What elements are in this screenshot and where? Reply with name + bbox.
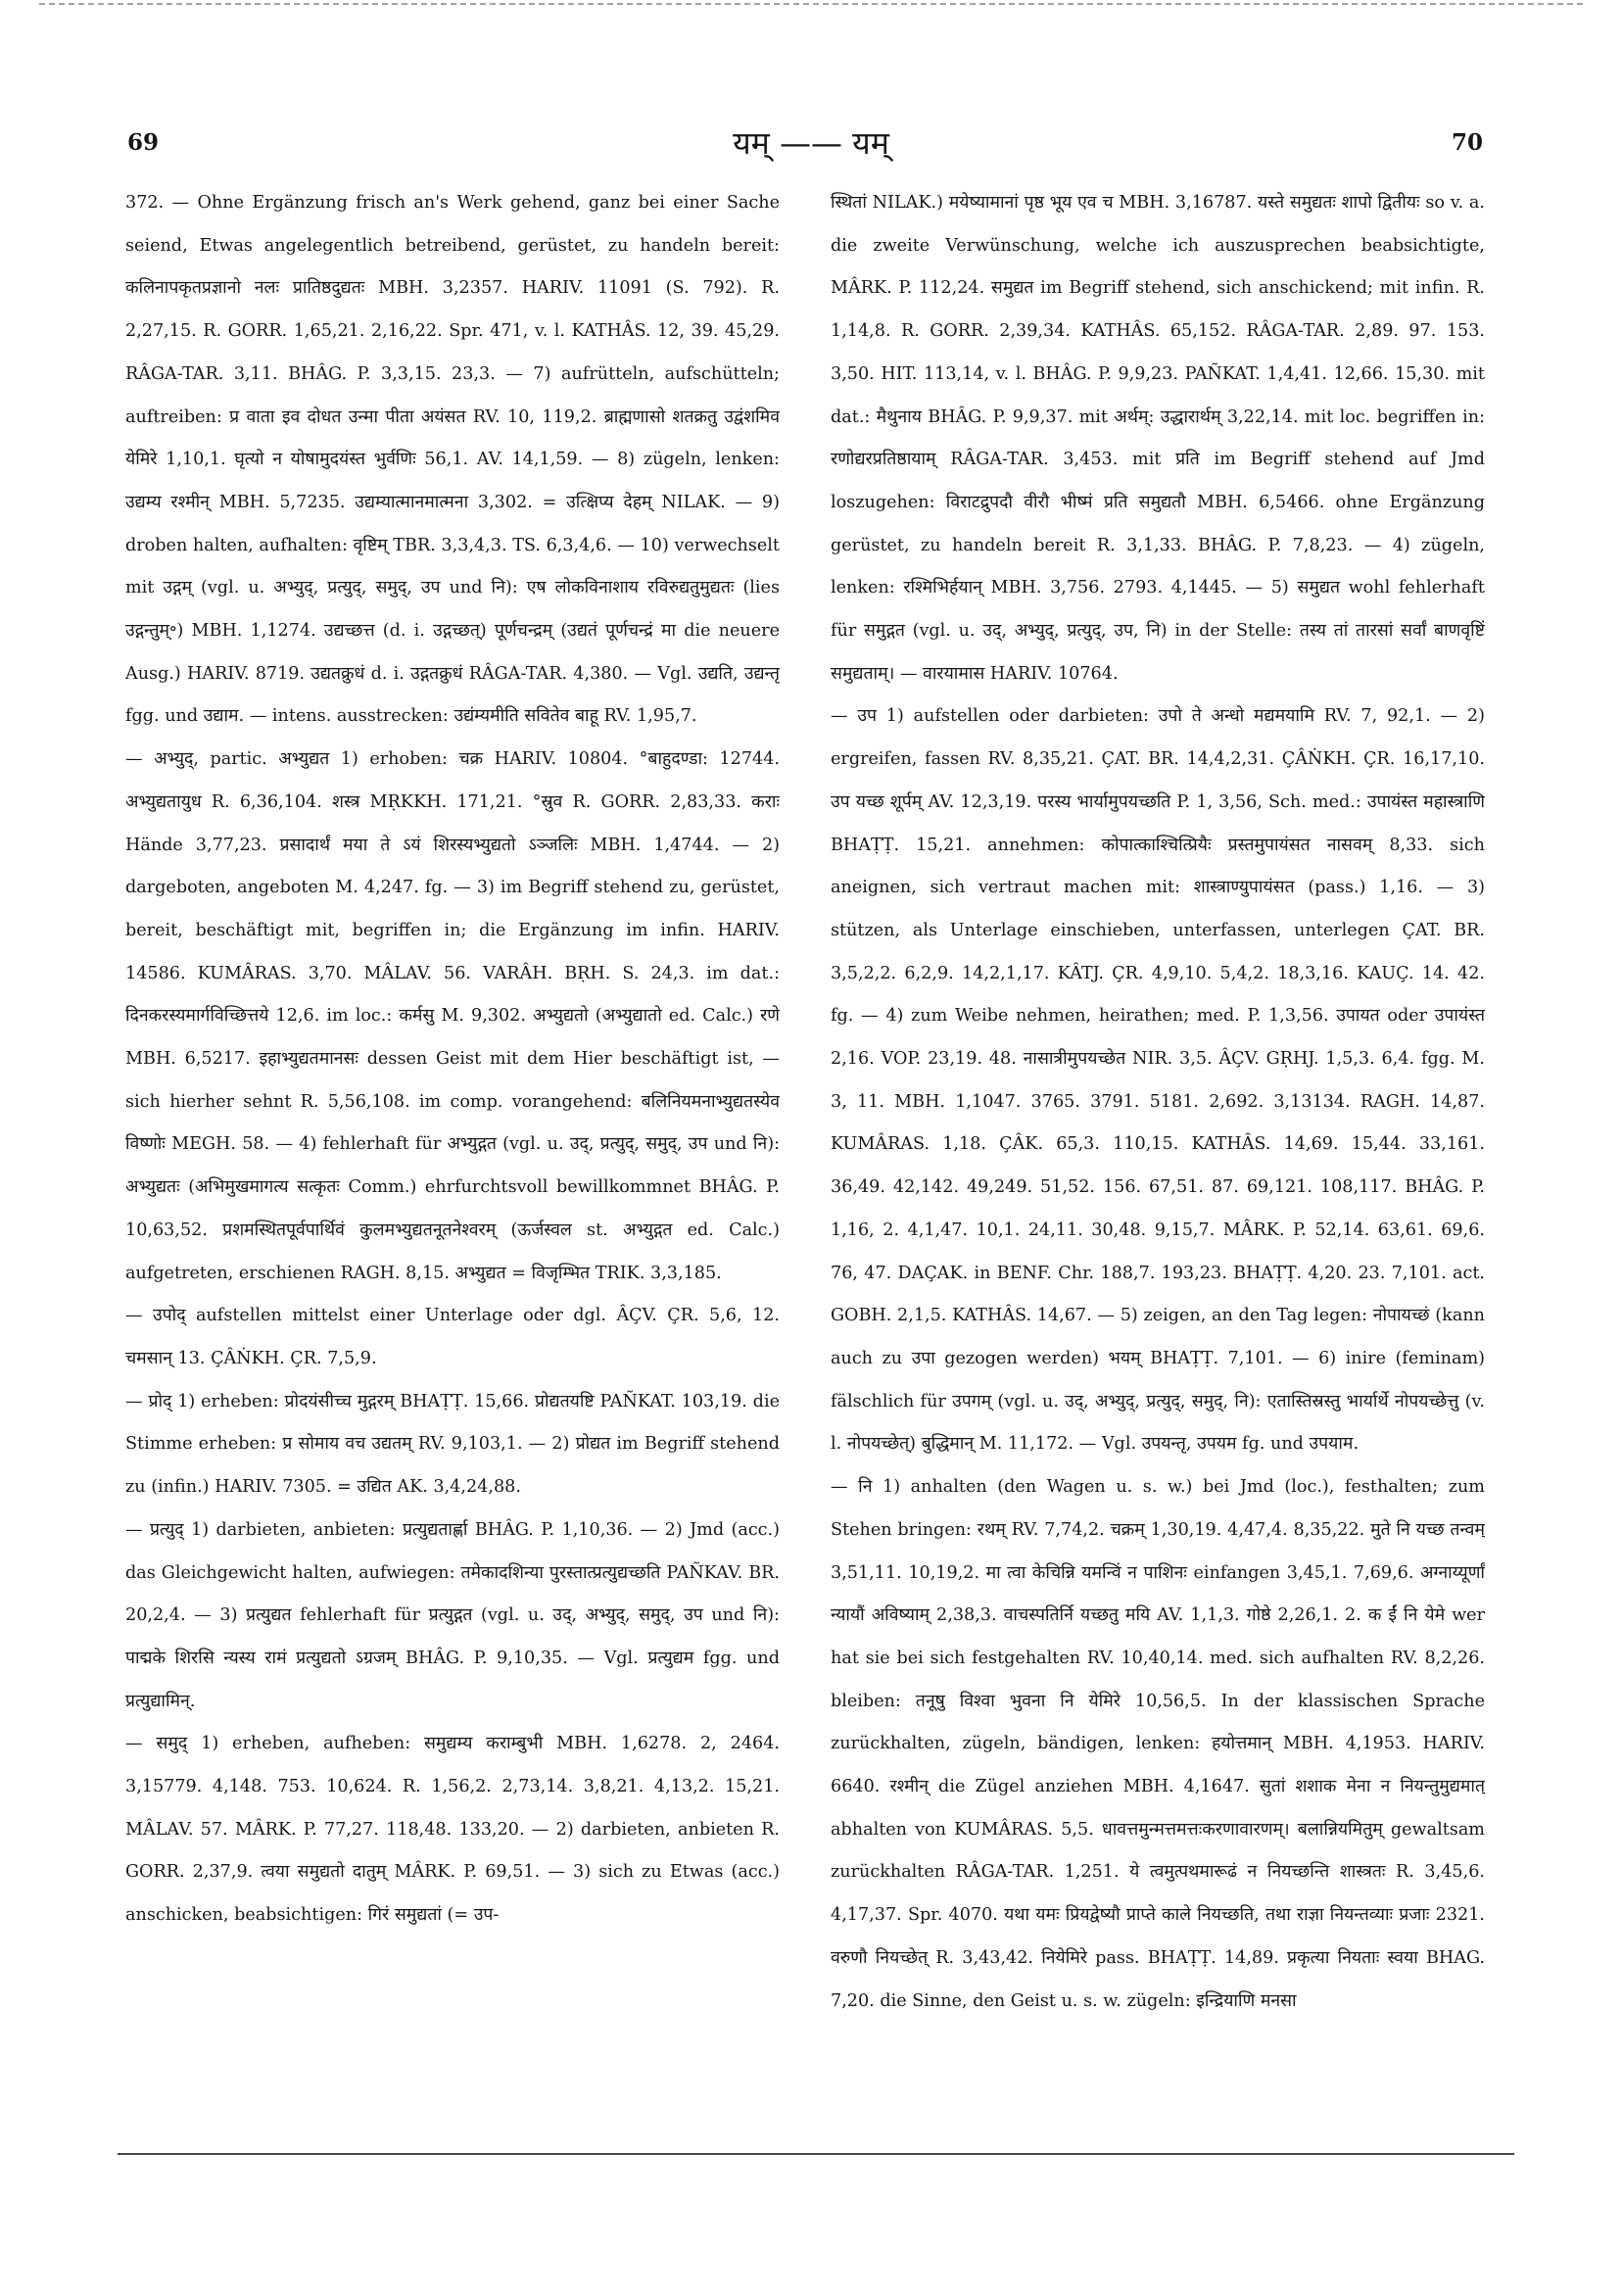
entry-paragraph: स्थितां NILAK.) मयेष्यामानां पृष्ठ भूय एव च MBH. 3,16787. यस्ते समुद्यतः शापो द्वितीयः so v. a. die zweite Verwünschung, welche ich auszusprechen beabsichtigte, MÂRK. P. 112,24. समुद्यत im Begriff stehend, sich anschickend; mit infin. R. 1,14,8. R. GORR. 2,39,34. KATHÂS. 65,152. RÂGA-TAR. 2,89. 97. 153. 3,50. HIT. 113,14, v. l. BHÂG. P. 9,9,23. PAÑKAT. 1,4,41. 12,66. 15,30. mit dat.: मैथुनाय BHÂG. P. 9,9,37. mit अर्थम्: उद्धारार्थम् 3,22,14. mit loc. begriffen in: रणोद्यरप्रतिष्ठायाम् RÂGA-TAR. 3,453. mit प्रति im Begriff stehend auf Jmd loszugehen: विराटद्रुपदौ वीरौ भीष्मं प्रति समुद्यतौ MBH. 6,5466. ohne Ergänzung gerüstet, zu handeln bereit R. 3,1,33. BHÂG. P. 7,8,23. — 4) zügeln, lenken: रश्मिभिर्हयान् MBH. 3,756. 2793. 4,1445. — 5) समुद्यत wohl fehlerhaft für समुद्गत (vgl. u. उद्, अभ्युद्, प्रत्युद्, उप, नि) in der Stelle: तस्य तां तारसां सर्वां बाणवृष्टिं समुद्यताम्। — वारयामास HARIV. 10764. <box>831 193 1485 684</box>
left-page-number: 69 <box>127 129 160 156</box>
entry-paragraph: — प्रत्युद् 1) darbieten, anbieten: प्रत्युद्यतार्ह्णा BHÂG. P. 1,10,36. — 2) Jmd (acc.) das Gleichgewicht halten, aufwiegen: तमेकादशिन्या पुरस्तात्प्रत्युद्यच्छति PAÑKAV. BR. 20,2,4. — 3) प्रत्युद्यत fehlerhaft für प्रत्युद्गत (vgl. u. उद्, अभ्युद्, समुद्, उप und नि): पाद्मके शिरसि न्यस्य रामं प्रत्युद्यतो ऽग्रजम् BHÂG. P. 9,10,35. — Vgl. प्रत्युद्यम fgg. und प्रत्युद्यामिन्. <box>125 1519 780 1711</box>
bottom-rule <box>118 2153 1514 2155</box>
top-border-rule <box>39 3 1583 9</box>
entry-paragraph: — उप 1) aufstellen oder darbieten: उपो ते अन्धो मद्यमयामि RV. 7, 92,1. — 2) ergreifen, fassen RV. 8,35,21. ÇAT. BR. 14,4,2,31. ÇÂṄKH. ÇR. 16,17,10. उप यच्छ शूर्पम् AV. 12,3,19. परस्य भार्यामुपयच्छति P. 1, 3,56, Sch. med.: उपायंस्त महास्त्राणि BHAṬṬ. 15,21. annehmen: कोपात्काश्चित्प्रियैः प्रस्तमुपायंसत नासवम् 8,33. sich aneignen, sich vertraut machen mit: शास्त्राण्युपायंसत (pass.) 1,16. — 3) stützen, als Unterlage einschieben, unterfassen, unterlegen ÇAT. BR. 3,5,2,2. 6,2,9. 14,2,1,17. KÂTJ. ÇR. 4,9,10. 5,4,2. 18,3,16. KAUÇ. 14. 42. fg. — 4) zum Weibe nehmen, heirathen; med. P. 1,3,56. उपायत oder उपायंस्त 2,16. VOP. 23,19. 48. नासात्रीमुपयच्छेत NIR. 3,5. ÂÇV. GṚHJ. 1,5,3. 6,4. fgg. M. 3, 11. MBH. 1,1047. 3765. 3791. 5181. 2,692. 3,13134. RAGH. 14,87. KUMÂRAS. 1,18. ÇÂK. 65,3. 110,15. KATHÂS. 14,69. 15,44. 33,161. 36,49. 42,142. 49,249. 51,52. 156. 67,51. 87. 69,121. 108,117. BHÂG. P. 1,16, 2. 4,1,47. 10,1. 24,11. 30,48. 9,15,7. MÂRK. P. 52,14. 63,61. 69,6. 76, 47. DAÇAK. in BENF. Chr. 188,7. 193,23. BHAṬṬ. 4,20. 23. 7,101. act. GOBH. 2,1,5. KATHÂS. 14,67. — 5) zeigen, an den Tag legen: नोपायच्छं (kann auch zu उपा gezogen werden) भयम् BHAṬṬ. 7,101. — 6) inire (feminam) fälschlich für उपगम् (vgl. u. उद्, अभ्युद्, प्रत्युद्, समुद्, नि): एतास्तिस्रस्तु भार्यार्थे नोपयच्छेत्तु (v. l. नोपयच्छेत्) बुद्धिमान् M. 11,172. — Vgl. उपयन्तृ, उपयम fg. und उपयाम. <box>831 706 1485 1455</box>
running-headword: यम् —— यम् <box>733 124 889 162</box>
entry-paragraph: — नि 1) anhalten (den Wagen u. s. w.) bei Jmd (loc.), festhalten; zum Stehen bringen: रथम् RV. 7,74,2. चक्रम् 1,30,19. 4,47,4. 8,35,22. मुते नि यच्छ तन्वम् 3,51,11. 10,19,2. मा त्वा केचिन्नि यमन्विं न पाशिनः einfangen 3,45,1. 7,69,6. अग्नाय्यूर्णां न्यायौं अविष्याम् 2,38,3. वाचस्पतिर्नि यच्छतु मयि AV. 1,1,3. गोष्ठे 2,26,1. 2. क ईं नि येमे wer hat sie bei sich festgehalten RV. 10,40,14. med. sich aufhalten RV. 8,2,26. bleiben: तनूषु विश्वा भुवना नि येमिरे 10,56,5. In der klassischen Sprache zurückhalten, zügeln, bändigen, lenken: हयोत्तमान् MBH. 4,1953. HARIV. 6640. रश्मीन् die Zügel anziehen MBH. 4,1647. सुतां शशाक मेना न नियन्तुमुद्यमात् abhalten von KUMÂRAS. 5,5. धावत्तमुन्मत्तमत्तःकरणावारणम्। बलान्नियमितुम् gewaltsam zurückhalten RÂGA-TAR. 1,251. ये त्वमुत्पथमारूढं न नियच्छन्ति शास्त्रतः R. 3,45,6. 4,17,37. Spr. 4070. यथा यमः प्रियद्वेष्यौ प्राप्ते काले नियच्छति, तथा राज्ञा नियन्तव्याः प्रजाः 2321. वरुणौ नियच्छेत् R. 3,43,42. नियेमिरे pass. BHAṬṬ. 14,89. प्रकृत्या नियताः स्वया BHAG. 7,20. die Sinne, den Geist u. s. w. zügeln: इन्द्रियाणि मनसा <box>831 1477 1485 2011</box>
entry-paragraph: — उपोद् aufstellen mittelst einer Unterlage oder dgl. ÂÇV. ÇR. 5,6, 12. चमसान् 13. ÇÂṄKH. ÇR. 7,5,9. <box>125 1306 780 1368</box>
right-column <box>831 182 1485 2122</box>
entry-paragraph: — अभ्युद्, partic. अभ्युद्यत 1) erhoben: चक्र HARIV. 10804. °बाहुदण्डा: 12744. अभ्युद्यतायुध R. 6,36,104. शस्त्र MṚKKH. 171,21. °स्रुव R. GORR. 2,83,33. कराः Hände 3,77,23. प्रसादार्थं मया ते ऽयं शिरस्यभ्युद्यतो ऽञ्जलिः MBH. 1,4744. — 2) dargeboten, angeboten M. 4,247. fg. — 3) im Begriff stehend zu, gerüstet, bereit, beschäftigt mit, begriffen in; die Ergänzung im infin. HARIV. 14586. KUMÂRAS. 3,70. MÂLAV. 56. VARÂH. BṚH. S. 24,3. im dat.: दिनकरस्यमार्गविच्छित्तये 12,6. im loc.: कर्मसु M. 9,302. अभ्युद्यतो (अभ्युद्यातो ed. Calc.) रणे MBH. 6,5217. इहाभ्युद्यतमानसः dessen Geist mit dem Hier beschäftigt ist, — sich hierher sehnt R. 5,56,108. im comp. vorangehend: बलिनियमनाभ्युद्यतस्येव विष्णोः MEGH. 58. — 4) fehlerhaft für अभ्युद्गत (vgl. u. उद्, प्रत्युद्, समुद्, उप und नि): अभ्युद्यतः (अभिमुखमागत्य सत्कृतः Comm.) ehrfurchtsvoll bewillkommnet BHÂG. P. 10,63,52. प्रशमस्थितपूर्वपार्थिवं कुलमभ्युद्यतनूतनेश्वरम् (ऊर्जस्वल st. अभ्युद्गत ed. Calc.) aufgetreten, erschienen RAGH. 8,15. अभ्युद्यत = विजृम्भित TRIK. 3,3,185. <box>125 749 780 1283</box>
left-column <box>125 182 780 2122</box>
right-page-number: 70 <box>1451 129 1483 156</box>
entry-paragraph: 372. — Ohne Ergänzung frisch an's Werk gehend, ganz bei einer Sache seiend, Etwas angelegentlich betreibend, gerüstet, zu handeln bereit: कलिनापकृतप्रज्ञानो नलः प्रातिष्ठदुद्यतः MBH. 3,2357. HARIV. 11091 (S. 792). R. 2,27,15. R. GORR. 1,65,21. 2,16,22. Spr. 471, v. l. KATHÂS. 12, 39. 45,29. RÂGA-TAR. 3,11. BHÂG. P. 3,3,15. 23,3. — 7) aufrütteln, aufschütteln; auftreiben: प्र वाता इव दोधत उन्मा पीता अयंसत RV. 10, 119,2. ब्राह्मणासो शतक्रतु उद्वंशमिव येमिरे 1,10,1. घृत्यो न योषामुदयंस्त भुर्वणिः 56,1. AV. 14,1,59. — 8) zügeln, lenken: उद्यम्य रश्मीन् MBH. 5,7235. उद्यम्यात्मानमात्मना 3,302. = उत्क्षिप्य देहम् NILAK. — 9) droben halten, aufhalten: वृष्टिम् TBR. 3,3,4,3. TS. 6,3,4,6. — 10) verwechselt mit उद्गम् (vgl. u. अभ्युद्, प्रत्युद्, समुद्, उप und नि): एष लोकविनाशाय रविरुद्यतुमुद्यतः (lies उद्गन्तुम्॰) MBH. 1,1274. उद्यच्छत्त (d. i. उद्गच्छत्) पूर्णचन्द्रम् (उद्यतं पूर्णचन्द्रं मा die neuere Ausg.) HARIV. 8719. उद्यतक्रुधं d. i. उद्गतक्रुधं RÂGA-TAR. 4,380. — Vgl. उद्यति, उद्यन्तृ fgg. und उद्याम. — intens. ausstrecken: उद्यंम्यमीति सवितेव बाहू RV. 1,95,7. <box>125 193 780 727</box>
entry-paragraph: — प्रोद् 1) erheben: प्रोदयंसीच्च मुद्गरम् BHAṬṬ. 15,66. प्रोद्यतयष्टि PAÑKAT. 103,19. die Stimme erheben: प्र सोमाय वच उद्यतम् RV. 9,103,1. — 2) प्रोद्यत im Begriff stehend zu (infin.) HARIV. 7305. = उद्यित AK. 3,4,24,88. <box>125 1391 780 1498</box>
entry-paragraph: — समुद् 1) erheben, aufheben: समुद्यम्य कराम्बुभी MBH. 1,6278. 2, 2464. 3,15779. 4,148. 753. 10,624. R. 1,56,2. 2,73,14. 3,8,21. 4,13,2. 15,21. MÂLAV. 57. MÂRK. P. 77,27. 118,48. 133,20. — 2) darbieten, anbieten R. GORR. 2,37,9. त्वया समुद्यतो दातुम् MÂRK. P. 69,51. — 3) sich zu Etwas (acc.) anschicken, beabsichtigen: गिरं समुद्यतां (= उप- <box>125 1734 780 1926</box>
